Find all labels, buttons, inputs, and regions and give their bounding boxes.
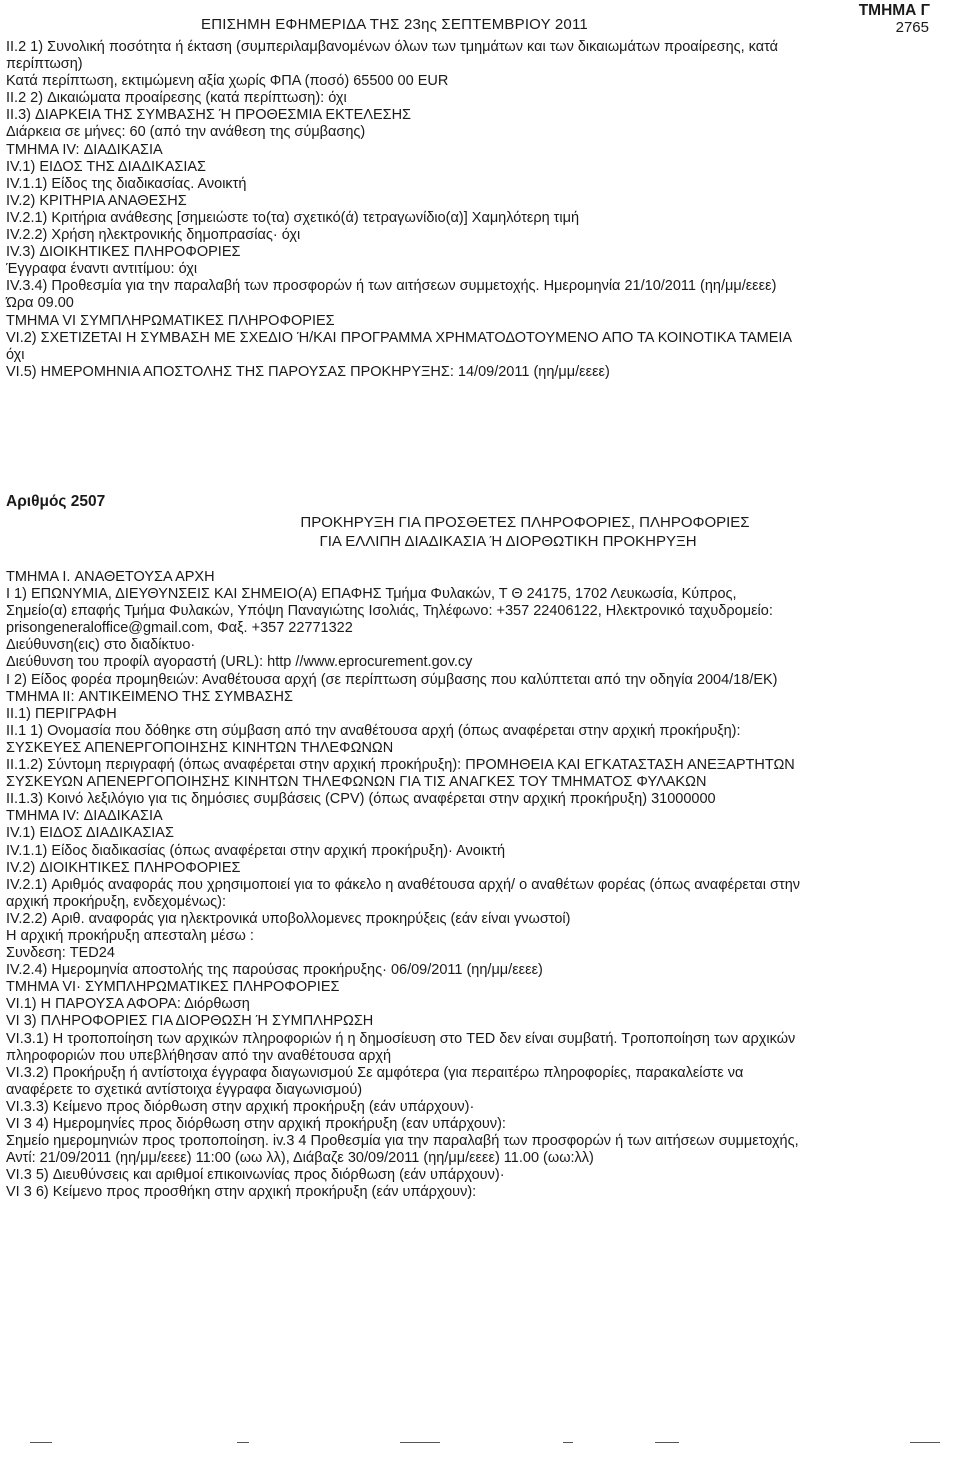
notice-title: [0, 513, 960, 551]
scan-mark: [910, 1442, 940, 1443]
page-number: 2765: [895, 19, 929, 36]
text-line: Διάρκεια σε μήνες: 60 (από την ανάθεση της σύμβασης): [6, 124, 366, 141]
text-line: VI 3 4) Ημερομηνίες προς διόρθωση στην αρχική προκήρυξη (εαν υπάρχουν):: [6, 1116, 506, 1132]
text-line: IV.1) ΕΙΔΟΣ ΤΗΣ ΔΙΑΔΙΚΑΣΙΑΣ: [6, 158, 206, 175]
text-line: II.1.2) Σύντομη περιγραφή (όπως αναφέρεται στην αρχική προκήρυξη): ΠΡΟΜΗΘΕΙΑ ΚΑΙ ΕΓΚΑΤΑΣΤΑΣΗ ΑΝΕΞΑΡΤΗΤΩΝ: [6, 757, 795, 774]
text-line: IV.2.1) Αριθμός αναφοράς που χρησιμοποιεί για το φάκελο η αναθέτουσα αρχή/ ο αναθέτων φορέας (όπως αναφέρεται στην: [6, 876, 801, 893]
text-line: IV.1.1) Είδος διαδικασίας (όπως αναφέρεται στην αρχική προκήρυξη)· Ανοικτή: [6, 842, 506, 859]
text-line: αναφέρετε το σχετικά αντίστοιχα έγγραφα διαγωνισμού): [6, 1081, 363, 1098]
text-line: VI 3) ΠΛΗΡΟΦΟΡΙΕΣ ΓΙΑ ΔΙΟΡΘΩΣΗ Ή ΣΥΜΠΛΗΡΩΣΗ: [6, 1013, 374, 1030]
text-line: IV.2) ΔΙΟΙΚΗΤΙΚΕΣ ΠΛΗΡΟΦΟΡΙΕΣ: [6, 859, 241, 876]
text-line: VI.1) Η ΠΑΡΟΥΣΑ ΑΦΟΡΑ: Διόρθωση: [6, 996, 250, 1013]
notice1-body: [6, 39, 906, 381]
text-line: Συνδεση: TED24: [6, 945, 115, 962]
text-line: IV.3.4) Προθεσμία για την παραλαβή των προσφορών ή των αιτήσεων συμμετοχής. Ημερομηνία 21/10/2011 (ηη/μμ/εεεε): [6, 278, 777, 295]
scan-mark: [655, 1442, 679, 1443]
text-line: VI.3 5) Διευθύνσεις και αριθμοί επικοινωνίας προς διόρθωση (εάν υπάρχουν)·: [6, 1167, 505, 1184]
journal-header: ΕΠΙΣΗΜΗ ΕΦΗΜΕΡΙΔΑ ΤΗΣ 23ης ΣΕΠΤΕΜΒΡΙΟΥ 2011: [201, 16, 588, 33]
text-line: Έγγραφα έναντι αντιτίμου: όχι: [6, 261, 198, 278]
text-line: VI.2) ΣΧΕΤΙΖΕΤΑΙ Η ΣΥΜΒΑΣΗ ΜΕ ΣΧΕΔΙΟ Ή/ΚΑΙ ΠΡΟΓΡΑΜΜΑ ΧΡΗΜΑΤΟΔΟΤΟΥΜΕΝΟ ΑΠΟ ΤΑ ΚΟΙΝΟΤΙΚΑ ΤΑΜΕΙΑ: [6, 329, 793, 346]
text-line: VI 3 6) Κείμενο προς προσθήκη στην αρχική προκήρυξη (εάν υπάρχουν):: [6, 1184, 477, 1201]
scan-mark: [30, 1442, 52, 1443]
text-line: IV.2.1) Κριτήρια ανάθεσης [σημειώστε το(τα) σχετικό(ά) τετραγωνίδιο(α)] Χαμηλότερη τιμή: [6, 209, 580, 226]
text-line: Ώρα 09.00: [6, 295, 74, 312]
text-line: αρχική προκήρυξη, ενδεχομένως):: [6, 893, 226, 910]
text-line: I 2) Είδος φορέα προμηθειών: Αναθέτουσα αρχή (σε περίπτωση σύμβασης που καλύπτεται από την οδηγία 2004/18/ΕΚ): [6, 671, 778, 688]
text-line: II.3) ΔΙΑΡΚΕΙΑ ΤΗΣ ΣΥΜΒΑΣΗΣ Ή ΠΡΟΘΕΣΜΙΑ ΕΚΤΕΛΕΣΗΣ: [6, 107, 412, 124]
section-heading: ΤΜΗΜΑ II: ΑΝΤΙΚΕΙΜΕΝΟ ΤΗΣ ΣΥΜΒΑΣΗΣ: [6, 688, 293, 705]
section-heading: ΤΜΗΜΑ IV: ΔΙΑΔΙΚΑΣΙΑ: [6, 808, 163, 825]
text-line: VI.3.3) Κείμενο προς διόρθωση στην αρχική προκήρυξη (εάν υπάρχουν)·: [6, 1098, 475, 1115]
text-line: II.1) ΠΕΡΙΓΡΑΦΗ: [6, 705, 117, 722]
notice-number: Αριθμός 2507: [6, 493, 106, 510]
text-line: IV.2) ΚΡΙΤΗΡΙΑ ΑΝΑΘΕΣΗΣ: [6, 192, 187, 209]
text-line: VI.5) ΗΜΕΡΟΜΗΝΙΑ ΑΠΟΣΤΟΛΗΣ ΤΗΣ ΠΑΡΟΥΣΑΣ ΠΡΟΚΗΡΥΞΗΣ: 14/09/2011 (ηη/μμ/εεεε): [6, 363, 610, 380]
text-line: όχι: [6, 346, 25, 363]
text-line: περίπτωση): [6, 56, 83, 73]
section-label: ΤΜΗΜΑ Γ: [858, 2, 930, 19]
text-line: Διεύθυνση του προφίλ αγοραστή (URL): http //www.eprocurement.gov.cy: [6, 654, 473, 671]
text-line: IV.1) ΕΙΔΟΣ ΔΙΑΔΙΚΑΣΙΑΣ: [6, 825, 174, 842]
text-line: I 1) ΕΠΩΝΥΜΙΑ, ΔΙΕΥΘΥΝΣΕΙΣ ΚΑΙ ΣΗΜΕΙΟ(Α) ΕΠΑΦΗΣ Τμήμα Φυλακών, Τ Θ 24175, 1702 Λευκωσία, Κύπρος,: [6, 586, 737, 603]
text-line: ΣΥΣΚΕΥΩΝ ΑΠΕΝΕΡΓΟΠΟΙΗΣΗΣ ΚΙΝΗΤΩΝ ΤΗΛΕΦΩΝΩΝ ΓΙΑ ΤΙΣ ΑΝΑΓΚΕΣ ΤΟΥ ΤΜΗΜΑΤΟΣ ΦΥΛΑΚΩΝ: [6, 774, 707, 791]
text-line: II.1.3) Κοινό λεξιλόγιο για τις δημόσιες συμβάσεις (CPV) (όπως αναφέρεται στην αρχική προκήρυξη) 31000000: [6, 791, 716, 808]
notice-title-line2: ΓΙΑ ΕΛΛΙΠΗ ΔΙΑΔΙΚΑΣΙΑ Ή ΔΙΟΡΘΩΤΙΚΗ ΠΡΟΚΗΡΥΞΗ: [319, 533, 697, 550]
scan-mark: [400, 1442, 440, 1443]
notice2-body: [6, 569, 906, 1201]
scan-mark: [237, 1442, 249, 1443]
scan-artifacts: [0, 1438, 960, 1450]
text-line: IV.2.2) Αριθ. αναφοράς για ηλεκτρονικά υποβολλομενες προκηρύξεις (εάν είναι γνωστοί): [6, 910, 571, 927]
text-line: IV.1.1) Είδος της διαδικασίας. Ανοικτή: [6, 175, 247, 192]
text-line: Αντί: 21/09/2011 (ηη/μμ/εεεε) 11:00 (ωω λλ), Διάβαζε 30/09/2011 (ηη/μμ/εεεε) 11.00 (ωω:λλ): [6, 1150, 594, 1167]
section-heading: ΤΜΗΜΑ IV: ΔΙΑΔΙΚΑΣΙΑ: [6, 141, 163, 158]
section-heading: ΤΜΗΜΑ VI ΣΥΜΠΛΗΡΩΜΑΤΙΚΕΣ ΠΛΗΡΟΦΟΡΙΕΣ: [6, 312, 335, 329]
scan-mark: [563, 1442, 573, 1443]
text-line: πληροφοριών που υπεβλήθησαν από την αναθέτουσα αρχή: [6, 1047, 392, 1064]
text-line: IV.3) ΔΙΟΙΚΗΤΙΚΕΣ ΠΛΗΡΟΦΟΡΙΕΣ: [6, 244, 241, 261]
notice-title-line1: ΠΡΟΚΗΡΥΞΗ ΓΙΑ ΠΡΟΣΘΕΤΕΣ ΠΛΗΡΟΦΟΡΙΕΣ, ΠΛΗΡΟΦΟΡΙΕΣ: [300, 514, 750, 531]
section-heading: ΤΜΗΜΑ I. ΑΝΑΘΕΤΟΥΣΑ ΑΡΧΗ: [6, 569, 215, 585]
text-line: Σημείο ημερομηνιών προς τροποποίηση. iv.3 4 Προθεσμία για την παραλαβή των προσφορών ή των αιτήσεων συμμετοχής,: [6, 1133, 799, 1150]
text-line: VI.3.2) Προκήρυξη ή αντίστοιχα έγγραφα διαγωνισμού Σε αμφότερα (για περαιτέρω πληροφορίες, παρακαλείστε να: [6, 1064, 744, 1081]
text-line: ΣΥΣΚΕΥΕΣ ΑΠΕΝΕΡΓΟΠΟΙΗΣΗΣ ΚΙΝΗΤΩΝ ΤΗΛΕΦΩΝΩΝ: [6, 739, 394, 756]
text-line: Η αρχική προκήρυξη απεσταλη μέσω :: [6, 927, 254, 944]
text-line: II.1 1) Ονομασία που δόθηκε στη σύμβαση από την αναθέτουσα αρχή (όπως αναφέρεται στην αρχική προκήρυξη):: [6, 722, 741, 739]
text-line: Διεύθυνση(εις) στο διαδίκτυο·: [6, 637, 196, 654]
text-line: IV.2.2) Χρήση ηλεκτρονικής δημοπρασίας· όχι: [6, 227, 301, 244]
text-line: Κατά περίπτωση, εκτιμώμενη αξία χωρίς ΦΠΑ (ποσό) 65500 00 EUR: [6, 73, 449, 90]
text-line: Σημείο(α) επαφής Τμήμα Φυλακών, Υπόψη Παναγιώτης Ισολιάς, Τηλέφωνο: +357 22406122, Ηλεκτρονικό ταχυδρομείο:: [6, 603, 773, 620]
text-line: VI.3.1) Η τροποποίηση των αρχικών πληροφοριών ή η δημοσίευση στο TED δεν είναι συμβατή. Τροποποίηση των αρχικών: [6, 1030, 796, 1047]
text-line: IV.2.4) Ημερομηνία αποστολής της παρούσας προκήρυξης· 06/09/2011 (ηη/μμ/εεεε): [6, 962, 543, 979]
text-line: II.2 2) Δικαιώματα προαίρεσης (κατά περίπτωση): όχι: [6, 90, 347, 107]
text-line: II.2 1) Συνολική ποσότητα ή έκταση (συμπεριλαμβανομένων όλων των τμημάτων και των δικαιωμάτων προαίρεσης, κατά: [6, 39, 779, 55]
section-heading: ΤΜΗΜΑ VI· ΣΥΜΠΛΗΡΩΜΑΤΙΚΕΣ ΠΛΗΡΟΦΟΡΙΕΣ: [6, 979, 340, 996]
text-line: prisongeneraloffice@gmail.com, Φαξ. +357 22771322: [6, 620, 353, 637]
